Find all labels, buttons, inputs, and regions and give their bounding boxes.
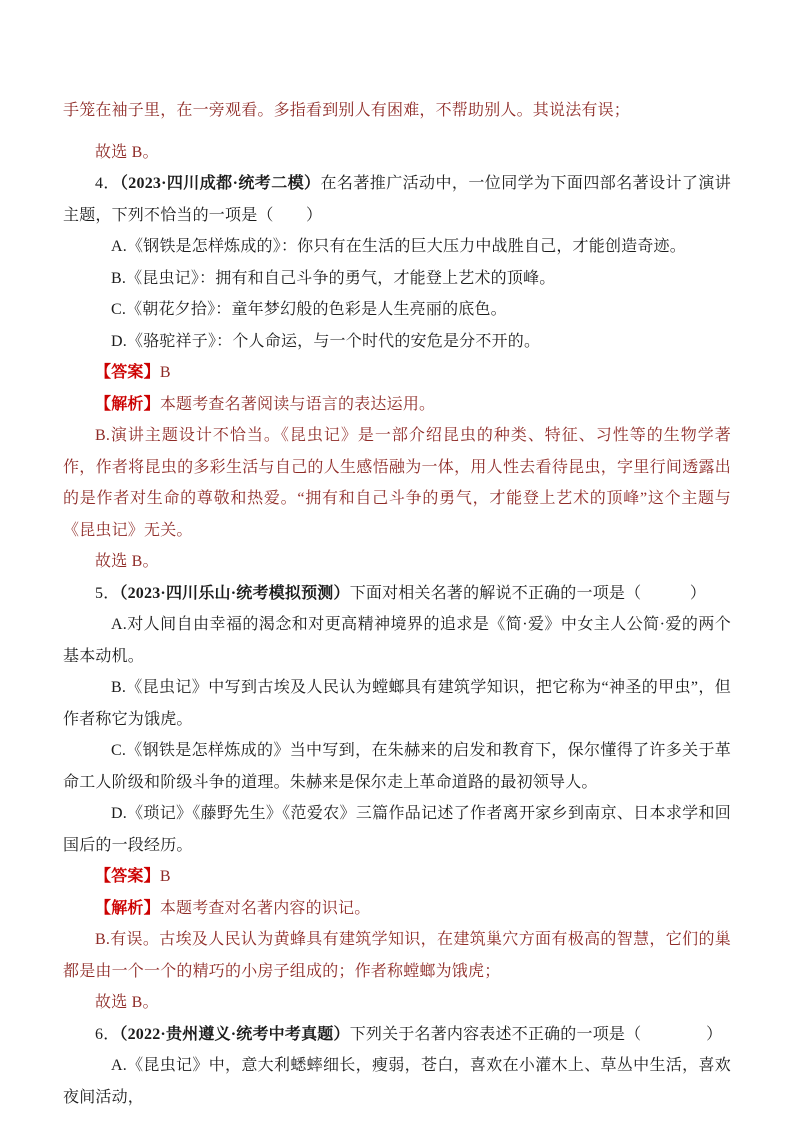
conclusion-text: 故选 B。: [95, 553, 159, 570]
question-number: 6．: [95, 1025, 120, 1043]
question-text: 下列关于名著内容表述不正确的一项是（ ）: [349, 1025, 723, 1043]
question-number: 4．: [95, 175, 120, 192]
question-text: 在名著推广活动中，一位同学为下面四部名著设计了演讲主题，下列不恰当的一项是（ ）: [63, 175, 731, 224]
option-text: A.《昆虫记》中，意大利蟋蟀细长，瘦弱，苍白，喜欢在小灌木上、草丛中生活，喜欢夜间活动，: [63, 1057, 731, 1106]
conclusion-text: 故选 B。: [95, 143, 159, 161]
conclusion-line: [63, 137, 731, 169]
conclusion-line: [63, 987, 731, 1019]
option-text: D.《骆驼祥子》：个人命运，与一个时代的安危是分不开的。: [111, 332, 541, 350]
option-text: D.《琐记》《藤野先生》《范爱农》三篇作品记述了作者离开家乡到南京、日本求学和回国后的一段经历。: [63, 805, 731, 854]
answer-value: B: [159, 364, 171, 381]
option-text: B.《昆虫记》：拥有和自己斗争的勇气，才能登上艺术的顶峰。: [111, 269, 556, 287]
option-text: C.《朝花夕拾》：童年梦幻般的色彩是人生亮丽的底色。: [111, 301, 507, 318]
answer-label: 【答案】: [95, 868, 160, 885]
explanation-q5: [63, 924, 731, 987]
document-content: [63, 95, 731, 1113]
answer-line-q5: [63, 861, 731, 893]
explanation-text: B.有误。古埃及人民认为黄蜂具有建筑学知识，在建筑巢穴方面有极高的智慧，它们的巢都是由一个一个的精巧的小房子组成的；作者称螳螂为饿虎；: [63, 931, 731, 980]
question-6-stem: [63, 1019, 731, 1051]
question-5-option-c: [63, 735, 731, 798]
explanation-text: 手笼在袖子里，在一旁观看。多指看到别人有困难，不帮助别人。其说法有误；: [63, 102, 631, 119]
analysis-line-q5: [63, 893, 731, 925]
question-5-option-d: [63, 798, 731, 861]
option-text: C.《钢铁是怎样炼成的》当中写到，在朱赫来的启发和教育下，保尔懂得了许多关于革命工人阶级和阶级斗争的道理。朱赫来是保尔走上革命道路的最初领导人。: [63, 742, 731, 791]
question-6-option-a: [63, 1050, 731, 1113]
question-5-option-a: [63, 609, 731, 672]
explanation-q4: [63, 420, 731, 546]
question-4-stem: [63, 168, 731, 231]
answer-label: 【答案】: [95, 364, 160, 381]
analysis-label: 【解析】: [95, 395, 160, 413]
question-text: 下面对相关名著的解说不正确的一项是（ ）: [349, 584, 707, 602]
answer-value: B: [159, 868, 171, 885]
question-number: 5．: [95, 584, 120, 602]
option-text: B.《昆虫记》中写到古埃及人民认为螳螂具有建筑学知识，把它称为“神圣的甲虫”，但作者称它为饿虎。: [63, 679, 731, 728]
question-5-option-b: [63, 672, 731, 735]
question-4-option-b: [63, 263, 731, 295]
explanation-text: B.演讲主题设计不恰当。《昆虫记》是一部介绍昆虫的种类、特征、习性等的生物学著作，作者将昆虫的多彩生活与自己的人生感悟融为一体，用人性去看待昆虫，字里行间透露出的是作者对生命的尊敬和热爱。“拥有和自己斗争的勇气，才能登上艺术的顶峰”这个主题与《昆虫记》无关。: [63, 427, 731, 539]
exam-source: （2022·贵州遵义·统考中考真题）: [119, 1025, 350, 1043]
question-4-option-c: [63, 294, 731, 326]
conclusion-text: 故选 B。: [95, 994, 159, 1011]
continuation-explanation: [63, 95, 731, 127]
analysis-label: 【解析】: [95, 899, 160, 917]
analysis-text: 本题考查名著阅读与语言的表达运用。: [159, 395, 436, 413]
answer-line-q4: [63, 357, 731, 389]
conclusion-line: [63, 546, 731, 578]
option-text: A.对人间自由幸福的渴念和对更高精神境界的追求是《简·爱》中女主人公简·爱的两个基本动机。: [63, 616, 731, 665]
analysis-line-q4: [63, 389, 731, 421]
exam-source: （2023·四川成都·统考二模）: [119, 175, 321, 192]
question-4-option-d: [63, 326, 731, 358]
question-5-stem: [63, 578, 731, 610]
option-text: A.《钢铁是怎样炼成的》：你只有在生活的巨大压力中战胜自己，才能创造奇迹。: [111, 238, 686, 255]
analysis-text: 本题考查对名著内容的识记。: [159, 899, 371, 917]
question-4-option-a: [63, 231, 731, 263]
exam-source: （2023·四川乐山·统考模拟预测）: [119, 584, 350, 602]
